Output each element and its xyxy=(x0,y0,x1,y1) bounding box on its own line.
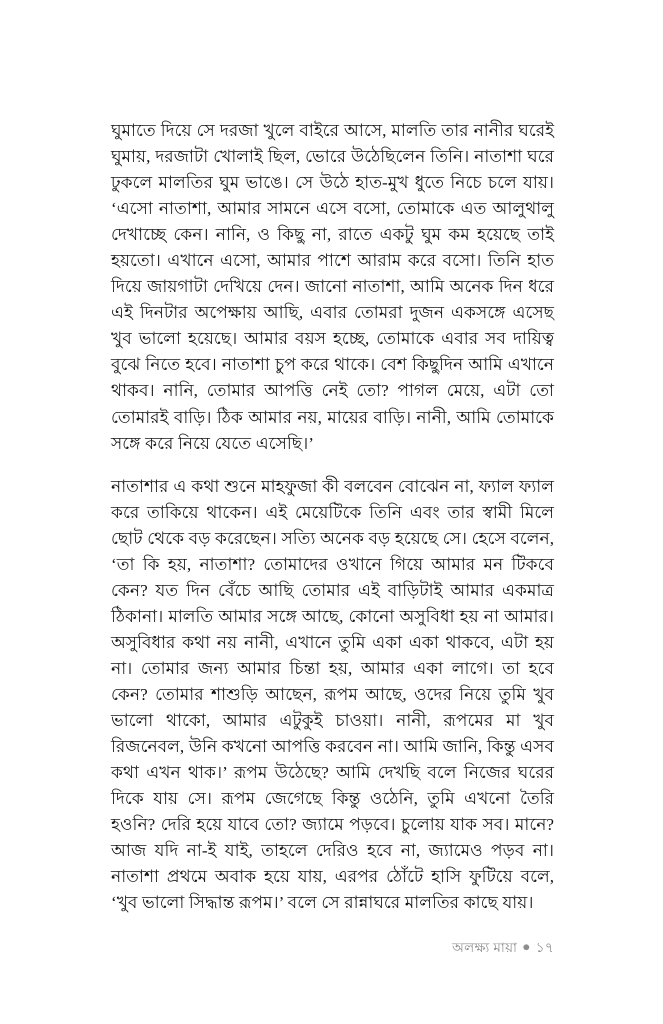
body-paragraph-1: ঘুমাতে দিয়ে সে দরজা খুলে বাইরে আসে, মালতি তার নানীর ঘরেই ঘুমায়, দরজাটা খোলাই ছিল, ভোরে উঠেছিলেন তিনি। নাতাশা ঘরে ঢুকলে মালতির ঘুম ভাঙে। সে উঠে হাত-মুখ ধুতে নিচে চলে যায়। ‘এসো নাতাশা, আমার সামনে এসে বসো, তোমাকে এত আলুথালু দেখাচ্ছে কেন। নানি, ও কিছু না, রাতে একটু ঘুম কম হয়েছে তাই হয়তো। এখানে এসো, আমার পাশে আরাম করে বসো। তিনি হাত দিয়ে জায়গাটা দেখিয়ে দেন। জানো নাতাশা, আমি অনেক দিন ধরে এই দিনটার অপেক্ষায় আছি, এবার তোমরা দুজন একসঙ্গে এসেছ খুব ভালো হয়েছে। আমার বয়স হচ্ছে, তোমাকে এবার সব দায়িত্ব বুঝে নিতে হবে। নাতাশা চুপ করে থাকে। বেশ কিছুদিন আমি এখানে থাকব। নানি, তোমার আপত্তি নেই তো? পাগল মেয়ে, এটা তো তোমারই বাড়ি। ঠিক আমার নয়, মায়ের বাড়ি। নানী, আমি তোমাকে সঙ্গে করে নিয়ে যেতে এসেছি।’ xyxy=(111,121,554,453)
footer-page-number: ১৭ xyxy=(535,940,554,956)
page-footer xyxy=(111,938,554,957)
footer-separator-dot: ● xyxy=(522,939,531,954)
footer-book-title: অলক্ষ্য মায়া xyxy=(452,940,518,956)
page-text-block xyxy=(111,118,554,916)
body-paragraph-2: নাতাশার এ কথা শুনে মাহফুজা কী বলবেন বোঝেন না, ফ্যাল ফ্যাল করে তাকিয়ে থাকেন। এই মেয়েটিকে তিনি এবং তার স্বামী মিলে ছোট থেকে বড় করেছেন। সত্যি অনেক বড় হয়েছে সে। হেসে বলেন, ‘তা কি হয়, নাতাশা? তোমাদের ওখানে গিয়ে আমার মন টিকবে কেন? যত দিন বেঁচে আছি তোমার এই বাড়িটাই আমার একমাত্র ঠিকানা। মালতি আমার সঙ্গে আছে, কোনো অসুবিধা হয় না আমার। অসুবিধার কথা নয় নানী, এখানে তুমি একা একা থাকবে, এটা হয় না। তোমার জন্য আমার চিন্তা হয়, আমার একা লাগে। তা হবে কেন? তোমার শাশুড়ি আছেন, রূপম আছে, ওদের নিয়ে তুমি খুব ভালো থাকো, আমার এটুকুই চাওয়া। নানী, রূপমের মা খুব রিজনেবল, উনি কখনো আপত্তি করবেন না। আমি জানি, কিন্তু এসব কথা এখন থাক।’ রূপম উঠেছে? আমি দেখছি বলে নিজের ঘরের দিকে যায় সে। রূপম জেগেছে কিন্তু ওঠেনি, তুমি এখনো তৈরি হওনি? দেরি হয়ে যাবে তো? জ্যামে পড়বে। চুলোয় যাক সব। মানে? আজ যদি না-ই যাই, তাহলে দেরিও হবে না, জ্যামেও পড়ব না। নাতাশা প্রথমে অবাক হয়ে যায়, এরপর ঠোঁটে হাসি ফুটিয়ে বলে, ‘খুব ভালো সিদ্ধান্ত রূপম।’ বলে সে রান্নাঘরে মালতির কাছে যায়। xyxy=(111,476,554,913)
